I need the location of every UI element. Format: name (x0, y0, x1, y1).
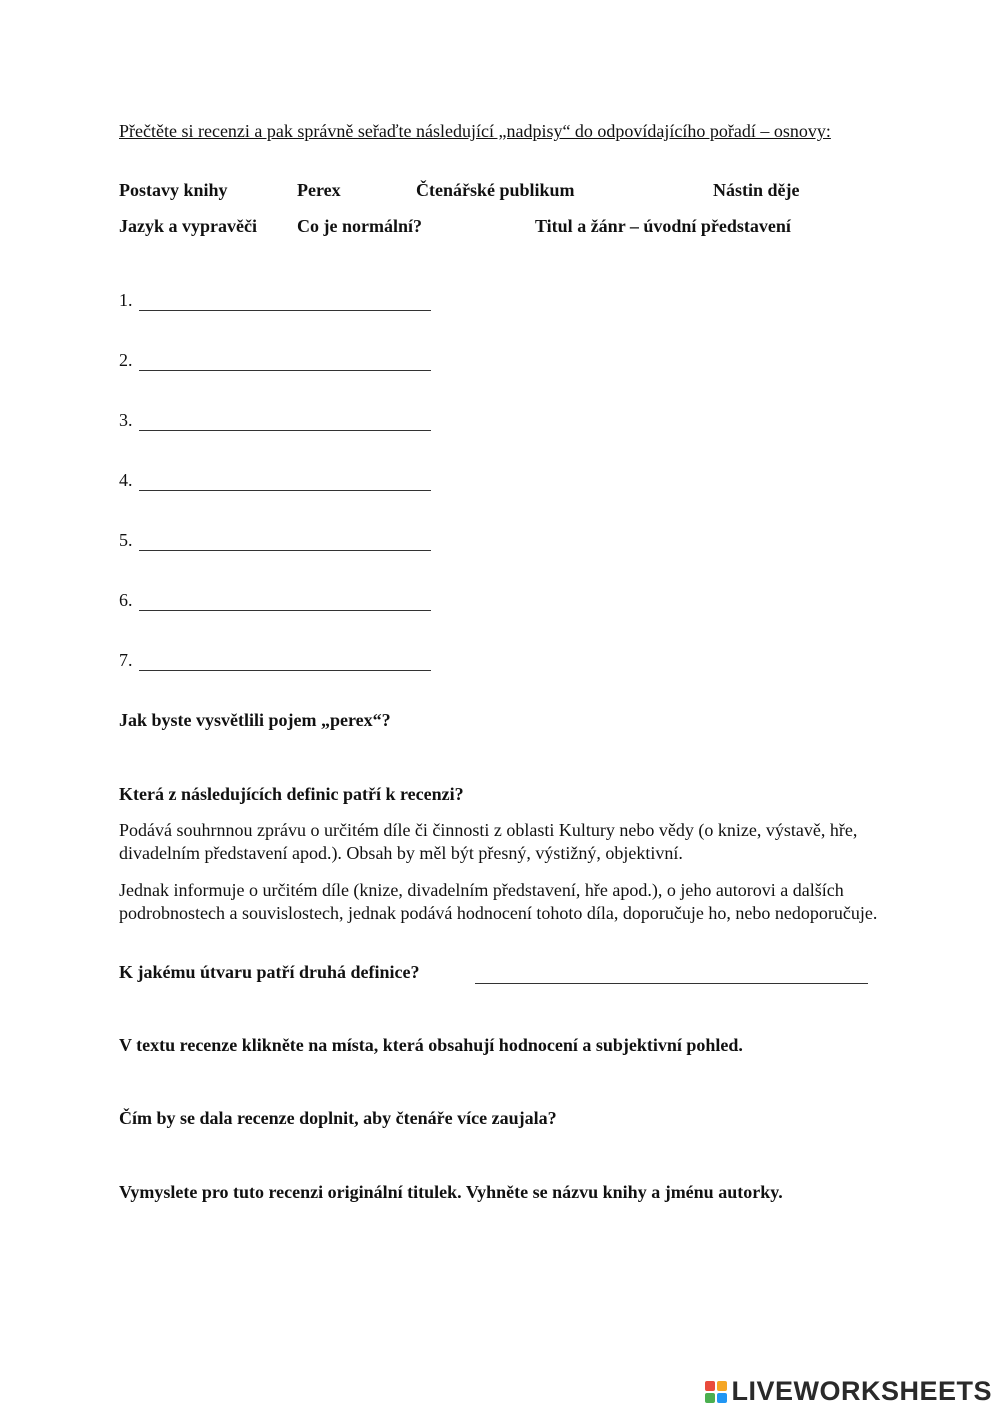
answer-line-1[interactable] (119, 290, 431, 311)
task-title: Vymyslete pro tuto recenzi originální titulek. Vyhněte se názvu knihy a jménu autorky. (119, 1182, 783, 1202)
answer-blank[interactable] (139, 354, 431, 371)
answer-blank[interactable] (139, 294, 431, 311)
answer-number: 4. (119, 470, 133, 490)
logo-square (705, 1393, 715, 1403)
definition-2[interactable]: Jednak informuje o určitém díle (knize, divadelním představení, hře apod.), o jeho autorovi a dalších podrobnostech a souvislostech, jednak podává hodnocení tohoto díla, doporučuje ho, nebo nedoporučuje. (119, 880, 878, 923)
definition-1[interactable]: Podává souhrnnou zprávu o určitém díle či činnosti z oblasti Kultury nebo vědy (o knize, výstavě, hře, divadelním představení apod.). Obsah by měl být přesný, výstižný, objektivní. (119, 820, 858, 863)
answer-number: 5. (119, 530, 133, 550)
answer-line-3[interactable] (119, 410, 431, 431)
answer-blank[interactable] (139, 474, 431, 491)
answer-number: 2. (119, 350, 133, 370)
answer-line-7[interactable] (119, 650, 431, 671)
logo-square (717, 1381, 727, 1391)
answer-line-2[interactable] (119, 350, 431, 371)
answer-number: 1. (119, 290, 133, 310)
liveworksheets-logo (705, 1376, 992, 1407)
answer-number: 3. (119, 410, 133, 430)
answer-blank[interactable] (139, 594, 431, 611)
heading-option-postavy[interactable]: Postavy knihy (119, 180, 228, 200)
answer-line-5[interactable] (119, 530, 431, 551)
answer-blank[interactable] (139, 534, 431, 551)
question-perex: Jak byste vysvětlili pojem „perex“? (119, 710, 391, 730)
heading-option-nastin[interactable]: Nástin děje (713, 180, 800, 200)
task-click-evaluation: V textu recenze klikněte na místa, která obsahují hodnocení a subjektivní pohled. (119, 1035, 743, 1055)
heading-option-jazyk[interactable]: Jazyk a vypravěči (119, 216, 257, 236)
instruction-text: Přečtěte si recenzi a pak správně seřaďte následující „nadpisy“ do odpovídajícího pořadí – osnovy: (119, 121, 831, 141)
question-definitions: Která z následujících definic patří k recenzi? (119, 784, 464, 804)
heading-option-perex[interactable]: Perex (297, 180, 341, 200)
logo-square (717, 1393, 727, 1403)
logo-square (705, 1381, 715, 1391)
answer-line-6[interactable] (119, 590, 431, 611)
answer-blank[interactable] (139, 414, 431, 431)
form-answer-blank[interactable] (475, 982, 868, 984)
brand-name: LIVEWORKSHEETS (731, 1376, 992, 1406)
answer-line-4[interactable] (119, 470, 431, 491)
heading-option-normalni[interactable]: Co je normální? (297, 216, 422, 236)
answer-number: 7. (119, 650, 133, 670)
question-form: K jakému útvaru patří druhá definice? (119, 962, 420, 982)
answer-blank[interactable] (139, 654, 431, 671)
question-improve: Čím by se dala recenze doplnit, aby čtenáře více zaujala? (119, 1108, 557, 1128)
answer-number: 6. (119, 590, 133, 610)
heading-option-publikum[interactable]: Čtenářské publikum (416, 180, 575, 200)
heading-option-titul[interactable]: Titul a žánr – úvodní představení (535, 216, 791, 236)
liveworksheets-icon (705, 1381, 727, 1403)
